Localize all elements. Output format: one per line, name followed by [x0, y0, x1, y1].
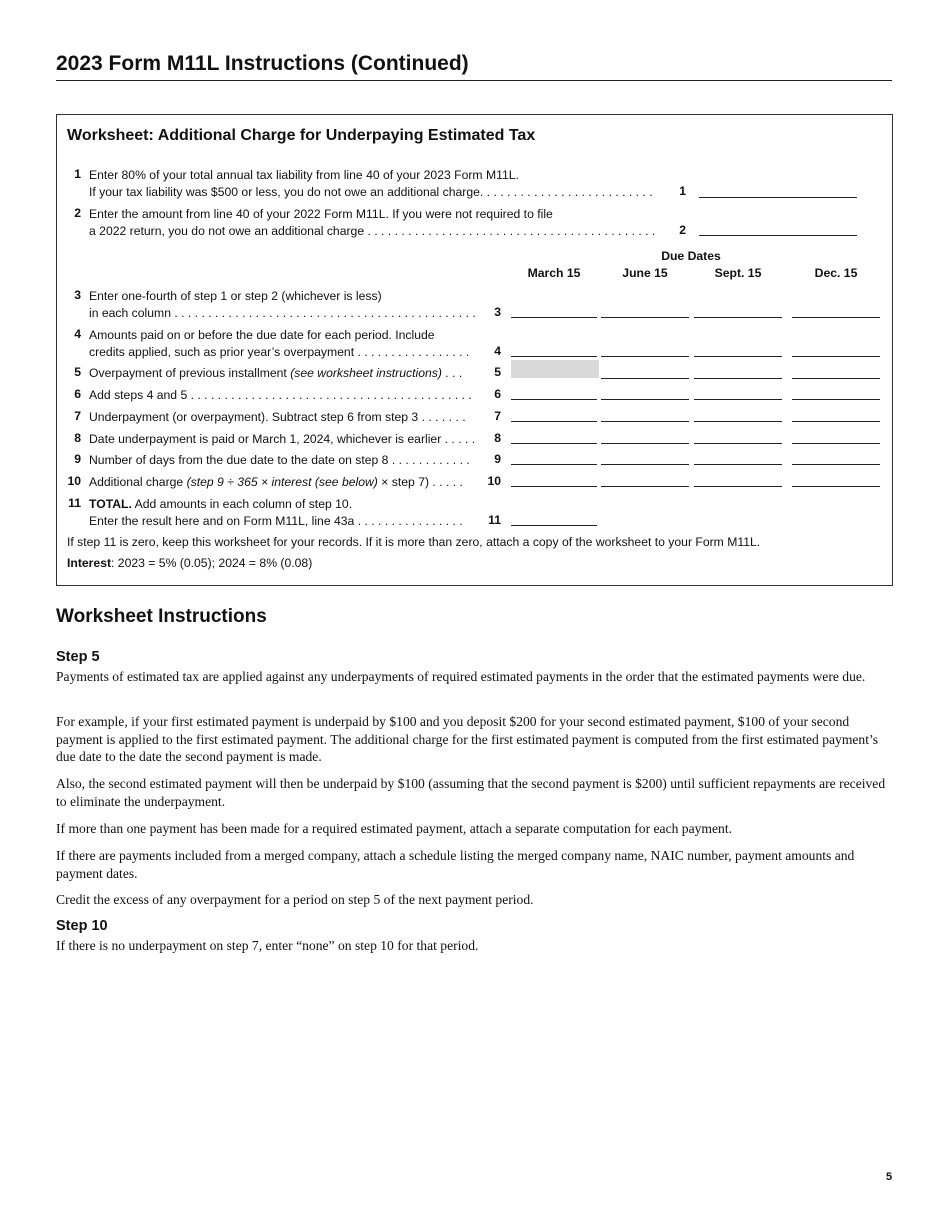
step-9-field-june[interactable] — [601, 464, 689, 465]
step-8-field-march[interactable] — [511, 443, 597, 444]
col-header-june: June 15 — [622, 266, 668, 280]
step-10-heading: Step 10 — [56, 918, 108, 934]
step-6-field-sept[interactable] — [694, 399, 782, 400]
step-1-number: 1 — [74, 167, 81, 181]
step-4-field-june[interactable] — [601, 356, 689, 357]
step-7-field-march[interactable] — [511, 421, 597, 422]
due-dates-header: Due Dates — [661, 249, 721, 263]
step-8-field-june[interactable] — [601, 443, 689, 444]
step-11-field-total[interactable] — [511, 525, 597, 526]
step-10-text: Additional charge (step 9 ÷ 365 × interest (see below) × step 7) . . . . . — [89, 475, 463, 489]
step-6-field-dec[interactable] — [792, 399, 880, 400]
page-title: 2023 Form M11L Instructions (Continued) — [56, 52, 892, 81]
step-8-ref: 8 — [494, 431, 501, 445]
step-5-paragraph-6: Credit the excess of any overpayment for a period on step 5 of the next payment period. — [56, 892, 534, 907]
step-3-number: 3 — [74, 288, 81, 302]
step-4-ref: 4 — [494, 344, 501, 358]
step-10-field-june[interactable] — [601, 486, 689, 487]
step-11-ref: 11 — [488, 513, 501, 527]
step-11-line1: TOTAL. Add amounts in each column of step 10. — [89, 497, 353, 511]
step-2-ref: 2 — [679, 223, 686, 237]
step-10-field-march[interactable] — [511, 486, 597, 487]
step-8-number: 8 — [74, 431, 81, 445]
step-9-field-march[interactable] — [511, 464, 597, 465]
step-4-field-march[interactable] — [511, 356, 597, 357]
step-10-ref: 10 — [487, 474, 501, 488]
step-1-ref: 1 — [679, 184, 686, 198]
step-5-field-june[interactable] — [601, 378, 689, 379]
step-11-line2: Enter the result here and on Form M11L, line 43a . . . . . . . . . . . . . . . . — [89, 514, 463, 528]
step-9-text: Number of days from the due date to the date on step 8 . . . . . . . . . . . . — [89, 453, 470, 467]
step-3-field-dec[interactable] — [792, 317, 880, 318]
step-9-field-sept[interactable] — [694, 464, 782, 465]
step-5-number: 5 — [74, 365, 81, 379]
col-header-dec: Dec. 15 — [814, 266, 858, 280]
step-5-paragraph-1: Payments of estimated tax are applied against any underpayments of required estimated payments in the order that the estimated payments were due. — [56, 669, 866, 684]
step-5-paragraph-3: Also, the second estimated payment will then be underpaid by $100 (assuming that the second payment is $200) until sufficient repayments are received to eliminate the underpayment. — [56, 776, 886, 809]
step-10-field-sept[interactable] — [694, 486, 782, 487]
step-10-paragraph: If there is no underpayment on step 7, enter “none” on step 10 for that period. — [56, 938, 479, 953]
step-2-number: 2 — [74, 206, 81, 220]
step-3-field-march[interactable] — [511, 317, 597, 318]
step-10-field-dec[interactable] — [792, 486, 880, 487]
step-3-line1: Enter one-fourth of step 1 or step 2 (whichever is less) — [89, 289, 382, 303]
step-4-line2: credits applied, such as prior year’s overpayment . . . . . . . . . . . . . . . . . — [89, 345, 470, 359]
step-3-field-june[interactable] — [601, 317, 689, 318]
step-2-field[interactable] — [699, 235, 857, 236]
step-8-field-dec[interactable] — [792, 443, 880, 444]
step-1-line1: Enter 80% of your total annual tax liability from line 40 of your 2023 Form M11L. — [89, 168, 519, 182]
step-6-field-june[interactable] — [601, 399, 689, 400]
step-6-number: 6 — [74, 387, 81, 401]
step-7-number: 7 — [74, 409, 81, 423]
step-4-number: 4 — [74, 327, 81, 341]
step-7-field-sept[interactable] — [694, 421, 782, 422]
step-11-number: 11 — [68, 496, 81, 510]
step-6-field-march[interactable] — [511, 399, 597, 400]
step-8-text: Date underpayment is paid or March 1, 2024, whichever is earlier . . . . . — [89, 432, 476, 446]
step-5-paragraph-4: If more than one payment has been made for a required estimated payment, attach a separate computation for each payment. — [56, 821, 733, 836]
step-3-field-sept[interactable] — [694, 317, 782, 318]
interest-rates: Interest: 2023 = 5% (0.05); 2024 = 8% (0.08) — [67, 556, 313, 570]
step-5-ref: 5 — [494, 365, 501, 379]
col-header-march: March 15 — [527, 266, 581, 280]
step-9-ref: 9 — [494, 452, 501, 466]
worksheet-box — [56, 114, 893, 586]
col-header-sept: Sept. 15 — [714, 266, 762, 280]
step-5-text: Overpayment of previous installment (see worksheet instructions) . . . — [89, 366, 463, 380]
step-9-field-dec[interactable] — [792, 464, 880, 465]
step-7-text: Underpayment (or overpayment). Subtract step 6 from step 3 . . . . . . . — [89, 410, 466, 424]
step-5-paragraph-2: For example, if your first estimated payment is underpaid by $100 and you deposit $200 for your second estimated payment, $100 of your second payment is applied to the first estimated payment. The additional charge for the first estimated payment is computed from the first estimated payment’s due date to the date the second payment is made. — [56, 714, 879, 764]
step-1-field[interactable] — [699, 197, 857, 198]
step-8-field-sept[interactable] — [694, 443, 782, 444]
step-9-number: 9 — [74, 452, 81, 466]
step-3-line2: in each column . . . . . . . . . . . . . . . . . . . . . . . . . . . . . . . . . . . . . . . . . . . . . — [89, 306, 476, 320]
worksheet-note: If step 11 is zero, keep this worksheet for your records. If it is more than zero, attach a copy of the worksheet to your Form M11L. — [67, 535, 761, 549]
page-number: 5 — [886, 1171, 893, 1183]
step-7-ref: 7 — [494, 409, 501, 423]
step-6-text: Add steps 4 and 5 . . . . . . . . . . . . . . . . . . . . . . . . . . . . . . . . . . . . . . . . . . — [89, 388, 472, 402]
step-4-line1: Amounts paid on or before the due date for each period. Include — [89, 328, 435, 342]
step-5-heading: Step 5 — [56, 649, 100, 665]
step-1-line2: If your tax liability was $500 or less, you do not owe an additional charge. . . . . . . . . . . . . . . . . . . . . . . . . . — [89, 185, 653, 199]
step-5-shaded-cell — [511, 360, 599, 378]
step-2-line1: Enter the amount from line 40 of your 2022 Form M11L. If you were not required to file — [89, 207, 553, 221]
step-4-field-sept[interactable] — [694, 356, 782, 357]
step-7-field-june[interactable] — [601, 421, 689, 422]
step-7-field-dec[interactable] — [792, 421, 880, 422]
step-5-field-dec[interactable] — [792, 378, 880, 379]
step-6-ref: 6 — [494, 387, 501, 401]
step-5-paragraph-5: If there are payments included from a merged company, attach a schedule listing the merged company name, NAIC number, payment amounts and payment dates. — [56, 848, 855, 881]
step-4-field-dec[interactable] — [792, 356, 880, 357]
step-5-field-sept[interactable] — [694, 378, 782, 379]
worksheet-title: Worksheet: Additional Charge for Underpaying Estimated Tax — [67, 127, 536, 144]
step-3-ref: 3 — [494, 305, 501, 319]
step-10-number: 10 — [67, 474, 81, 488]
instructions-heading: Worksheet Instructions — [56, 606, 267, 627]
step-2-line2: a 2022 return, you do not owe an additional charge . . . . . . . . . . . . . . . . . . . . . . . . . . . . . . . . . . . . . . . . . . . — [89, 224, 656, 238]
